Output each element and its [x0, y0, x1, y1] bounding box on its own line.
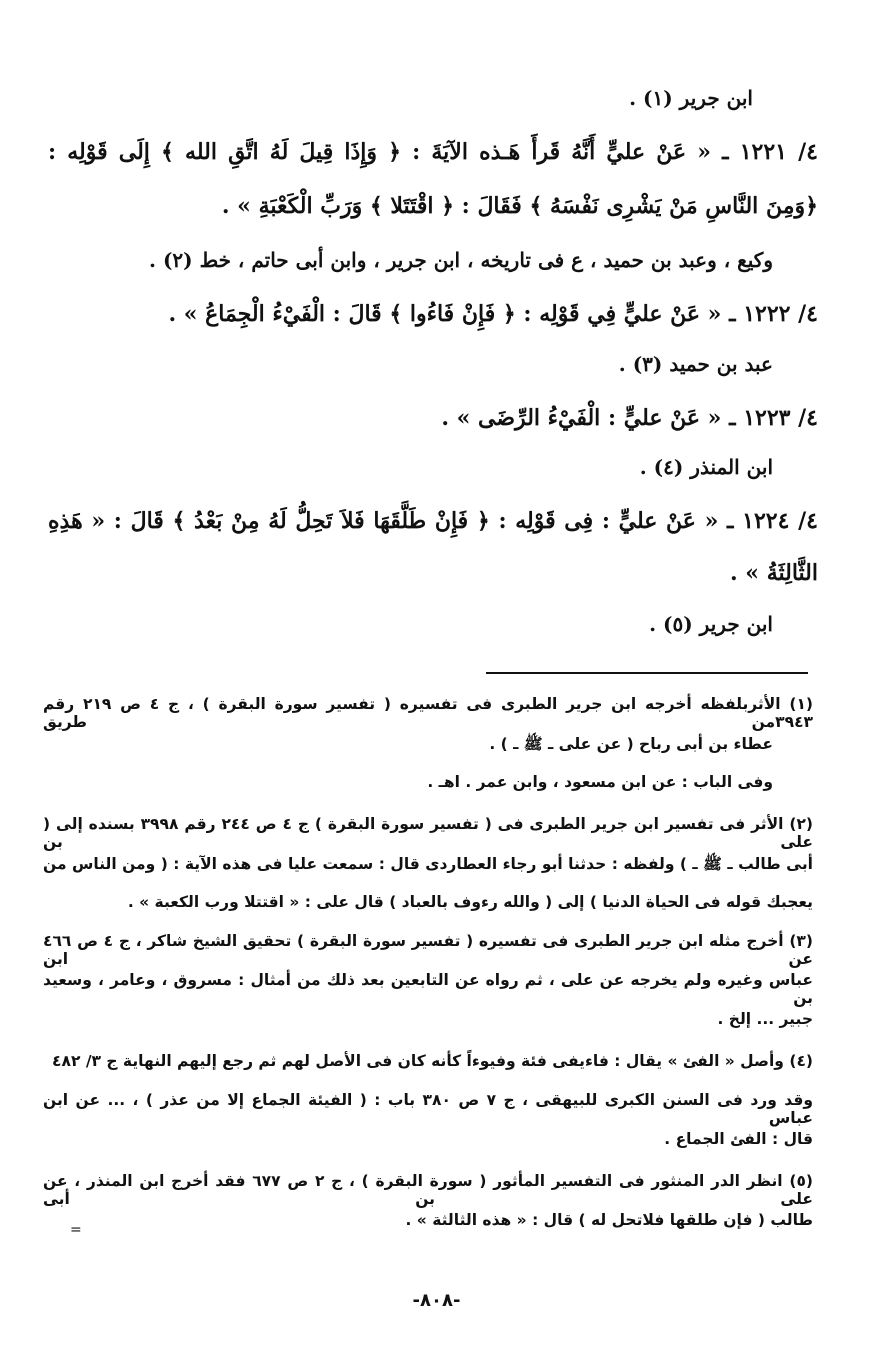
hadith-1222: ٤/ ١٢٢٢ ـ « عَنْ عليٍّ فِي قَوْلِه : ﴿ فَإِنْ فَاءُوا ﴾ قَالَ : الْفَيْءُ الْجِمَاعُ » . — [168, 301, 818, 327]
hadith-1221-line-2: ﴿وَمِنَ النَّاسِ مَنْ يَشْرِى نَفْسَهُ ﴾ فَقَالَ : ﴿ اقْتَتَلا ﴾ وَرَبِّ الْكَعْبَةِ » . — [221, 193, 818, 219]
page-number: -٨٠٨- — [412, 1290, 461, 1311]
hadith-1224-line-1: ٤/ ١٢٢٤ ـ « عَنْ عليٍّ : فِى قَوْلِه : ﴿ فَإِنْ طَلَّقَهَا فَلاَ تَحِلُّ لَهُ مِنْ بَعْدُ ﴾ قَالَ : « هَذِهِ — [48, 508, 818, 534]
source-citation: عبد بن حميد (٣) . — [618, 352, 773, 376]
hadith-1223: ٤/ ١٢٢٣ ـ « عَنْ عليٍّ : الْفَيْءُ الرِّضَى » . — [441, 405, 818, 431]
continuation-mark: = — [70, 1222, 82, 1238]
footnote-1-line-2: عطاء بن أبى رباح ( عن على ـ ﷺ ـ ) . — [489, 735, 773, 753]
footnote-2-line-1: (٢) الأثر فى تفسير ابن جرير الطبرى فى ( تفسير سورة البقرة ) ج ٤ ص ٢٤٤ رقم ٣٩٩٨ بسنده إلى ( على بن — [43, 815, 813, 851]
footnote-2-line-2: أبى طالب ـ ﷺ ـ ) ولفظه : حدثنا أبو رجاء العطاردى قال : سمعت عليا فى هذه الآية : ( ومن الناس من — [43, 855, 813, 873]
source-citation: ابن المنذر (٤) . — [639, 455, 773, 479]
footnote-4-line-1: (٤) وأصل « الفئ » يقال : فاءيفى فئة وفيوءاً كأنه كان فى الأصل لهم ثم رجع إليهم النهاية ج ٣/ ٤٨٢ — [52, 1052, 813, 1070]
footnote-4-line-3: قال : الفئ الجماع . — [664, 1130, 813, 1148]
source-citation: ابن جرير (١) . — [629, 86, 753, 110]
footnote-3-line-2: عباس وغيره ولم يخرجه عن على ، ثم رواه عن التابعين بعد ذلك من أمثال : مسروق ، وعامر ، وسعيد بن — [43, 971, 813, 1007]
hadith-1224-line-2: الثَّالِثَةُ » . — [729, 560, 818, 586]
footnote-5-line-2: طالب ( فإن طلقها فلاتحل له ) قال : « هذه الثالثة » . — [405, 1211, 813, 1229]
footnote-1-line-3: وفى الباب : عن ابن مسعود ، وابن عمر . اهـ . — [427, 773, 773, 791]
footnote-3-line-3: جبير ... إلخ . — [717, 1010, 813, 1028]
footnote-5-line-1: (٥) انظر الدر المنثور فى التفسير المأثور ( سورة البقرة ) ، ج ٢ ص ٦٧٧ فقد أخرج ابن المنذر ، عن على بن أبى — [43, 1172, 813, 1208]
footnote-2-line-3: يعجبك قوله فى الحياة الدنيا ) إلى ( والله رءوف بالعباد ) قال على : « اقتتلا ورب الكعبة » . — [127, 893, 813, 911]
footnote-separator — [486, 672, 808, 674]
footnote-4-line-2: وقد ورد فى السنن الكبرى للبيهقى ، ج ٧ ص ٣٨٠ باب : ( الفيئة الجماع إلا من عذر ) ، ... عن ابن عباس — [43, 1091, 813, 1127]
source-citation: ابن جرير (٥) . — [649, 612, 773, 636]
footnote-1-line-1: (١) الأثربلفظه أخرجه ابن جرير الطبرى فى تفسيره ( تفسير سورة البقرة ) ، ج ٤ ص ٢١٩ رقم ٣٩٤٣من طريق — [43, 695, 813, 731]
source-citation: وكيع ، وعبد بن حميد ، ع فى تاريخه ، ابن جرير ، وابن أبى حاتم ، خط (٢) . — [149, 248, 773, 272]
footnote-3-line-1: (٣) أخرج مثله ابن جرير الطبرى فى تفسيره ( تفسير سورة البقرة ) تحقيق الشيخ شاكر ، ج ٤ ص ٤٦٦ عن ابن — [43, 932, 813, 968]
hadith-1221-line-1: ٤/ ١٢٢١ ـ « عَنْ عليٍّ أَنَّهُ قَرأَ هَـذه الآيَةَ : ﴿ وَإِذَا قِيلَ لَهُ اتَّقِ الله ﴾ إِلَى قَوْلِه : — [48, 139, 818, 165]
